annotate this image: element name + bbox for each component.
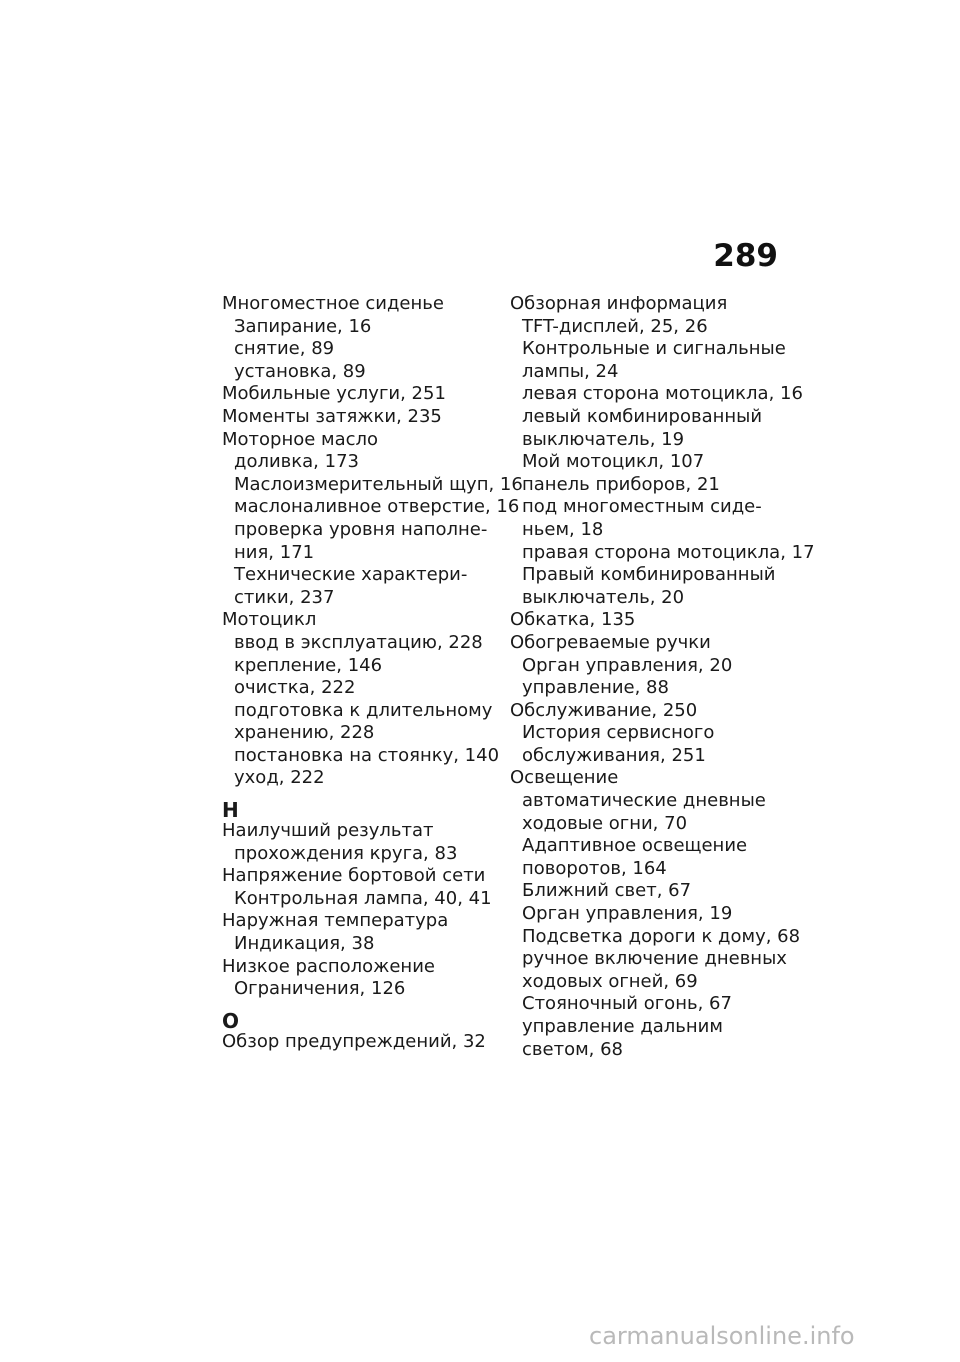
index-subentry: ручное включение дневных: [522, 948, 787, 970]
index-subentry: Запирание, 16: [234, 315, 372, 337]
index-subentry: поворотов, 164: [522, 857, 667, 879]
index-entry: Низкое расположение: [222, 955, 435, 977]
index-subentry: Ближний свет, 67: [522, 880, 692, 902]
index-subentry: Подсветка дороги к дому, 68: [522, 925, 801, 947]
index-subentry: Контрольная лампа, 40, 41: [234, 887, 492, 909]
index-subentry: доливка, 173: [234, 451, 359, 473]
index-column-left: [222, 293, 523, 1053]
index-subentry: прохождения круга, 83: [234, 842, 458, 864]
index-subentry: хранению, 228: [234, 722, 375, 744]
index-subentry: подготовка к длительному: [234, 699, 493, 721]
index-subentry: ния, 171: [234, 541, 315, 563]
index-subentry: установка, 89: [234, 360, 366, 382]
index-subentry: светом, 68: [522, 1038, 624, 1060]
index-subentry: управление дальним: [522, 1016, 723, 1037]
index-entry: Освещение: [510, 767, 619, 789]
index-subentry: Орган управления, 20: [522, 654, 733, 676]
index-subentry: Маслоизмерительный щуп, 16: [234, 473, 523, 495]
index-subentry: История сервисного: [522, 722, 715, 744]
index-entry: Обслуживание, 250: [510, 699, 698, 721]
index-subentry: очистка, 222: [234, 677, 356, 699]
index-subentry: Ограничения, 126: [234, 978, 406, 1000]
index-section-letter: О: [222, 1008, 240, 1033]
index-entry: Мобильные услуги, 251: [222, 383, 446, 405]
index-entry: Обкатка, 135: [510, 609, 636, 631]
index-subentry: панель приборов, 21: [522, 473, 720, 495]
index-subentry: крепление, 146: [234, 654, 383, 676]
index-entry: Напряжение бортовой сети: [222, 865, 486, 887]
index-subentry: Контрольные и сигнальные: [522, 338, 786, 360]
index-subentry: уход, 222: [234, 767, 325, 789]
index-subentry: Мой мотоцикл, 107: [522, 451, 705, 473]
index-subentry: выключатель, 19: [522, 428, 685, 450]
index-subentry: Технические характери-: [234, 564, 468, 586]
index-subentry: обслуживания, 251: [522, 744, 706, 766]
index-subentry: снятие, 89: [234, 338, 335, 360]
index-subentry: Индикация, 38: [234, 933, 375, 955]
index-section-letter: Н: [222, 798, 239, 823]
page-number: 289: [713, 238, 778, 274]
index-subentry: стики, 237: [234, 586, 335, 608]
index-subentry: правая сторона мотоцикла, 17: [522, 541, 815, 563]
index-subentry: ньем, 18: [522, 518, 604, 540]
index-subentry: Адаптивное освещение: [522, 835, 748, 857]
index-subentry: под многоместным сиде-: [522, 496, 762, 518]
index-entry: Наружная температура: [222, 910, 449, 932]
index-subentry: Правый комбинированный: [522, 564, 776, 586]
index-subentry: автоматические дневные: [522, 790, 766, 812]
index-entry: Моторное масло: [222, 428, 379, 450]
index-entry: Наилучший результат: [222, 820, 434, 842]
index-subentry: проверка уровня наполне-: [234, 518, 488, 540]
index-entry: Обзорная информация: [510, 293, 728, 314]
index-subentry: ввод в эксплуатацию, 228: [234, 631, 483, 653]
index-subentry: маслоналивное отверстие, 16: [234, 496, 520, 518]
index-subentry: лампы, 24: [522, 360, 619, 382]
index-subentry: управление, 88: [522, 677, 669, 699]
index-column-right: [510, 293, 815, 1061]
index-subentry: ходовых огней, 69: [522, 970, 698, 992]
index-entry: Моменты затяжки, 235: [222, 405, 442, 427]
watermark: carmanualsonline.info: [589, 1322, 855, 1350]
index-subentry: Орган управления, 19: [522, 903, 733, 925]
index-subentry: выключатель, 20: [522, 586, 685, 608]
index-entry: Обогреваемые ручки: [510, 631, 711, 653]
index-subentry: TFT-дисплей, 25, 26: [522, 315, 708, 337]
index-subentry: постановка на стоянку, 140: [234, 744, 500, 766]
index-subentry: Стояночный огонь, 67: [522, 993, 732, 1015]
index-subentry: ходовые огни, 70: [522, 812, 688, 834]
index-subentry: левая сторона мотоцикла, 16: [522, 383, 803, 405]
index-entry: Мотоцикл: [222, 609, 317, 631]
index-entry: Многоместное сиденье: [222, 293, 444, 314]
index-entry: Обзор предупреждений, 32: [222, 1030, 486, 1052]
index-subentry: левый комбинированный: [522, 405, 763, 427]
